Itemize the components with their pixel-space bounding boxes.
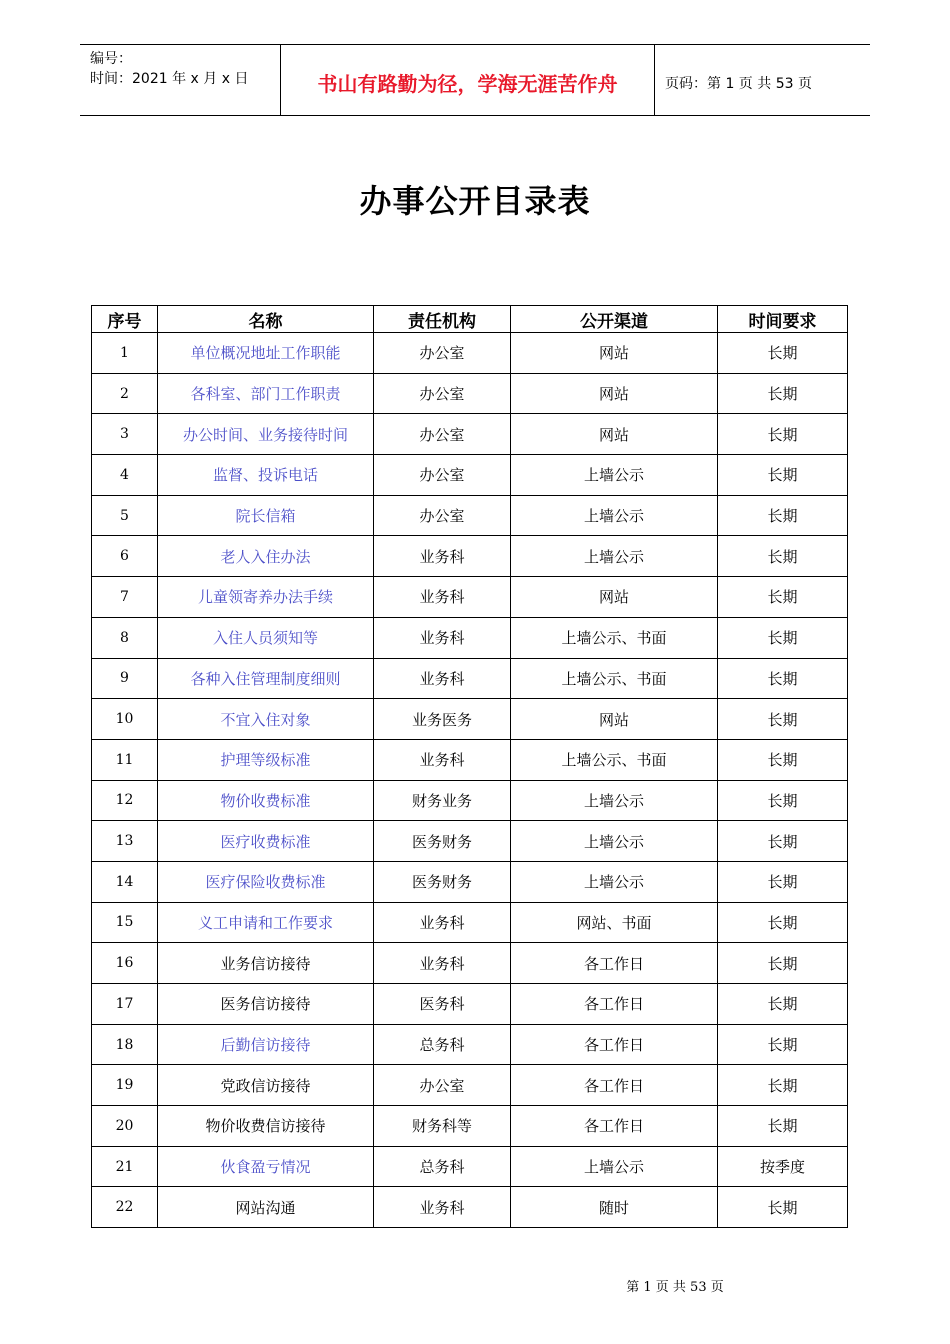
row-channel-cell: 各工作日 xyxy=(511,943,718,984)
row-name-link[interactable]: 医疗收费标准 xyxy=(158,821,374,862)
row-time-cell: 长期 xyxy=(718,739,848,780)
row-name-cell: 业务信访接待 xyxy=(158,943,374,984)
row-channel-cell: 上墙公示 xyxy=(511,861,718,902)
row-time-cell: 长期 xyxy=(718,780,848,821)
row-channel-cell: 各工作日 xyxy=(511,1024,718,1065)
table-header-row xyxy=(92,306,848,333)
row-org-cell: 办公室 xyxy=(374,373,511,414)
row-org-cell: 业务科 xyxy=(374,739,511,780)
row-number-cell: 19 xyxy=(92,1065,158,1106)
row-channel-cell: 网站 xyxy=(511,699,718,740)
page-header xyxy=(80,44,870,116)
row-number-cell: 9 xyxy=(92,658,158,699)
row-time-cell: 长期 xyxy=(718,902,848,943)
row-name-cell: 物价收费信访接待 xyxy=(158,1106,374,1147)
row-name-link[interactable]: 各种入住管理制度细则 xyxy=(158,658,374,699)
row-number-cell: 2 xyxy=(92,373,158,414)
row-name-link[interactable]: 院长信箱 xyxy=(158,495,374,536)
row-channel-cell: 上墙公示 xyxy=(511,495,718,536)
row-org-cell: 业务医务 xyxy=(374,699,511,740)
row-number-cell: 7 xyxy=(92,577,158,618)
row-channel-cell: 网站、书面 xyxy=(511,902,718,943)
row-name-link[interactable]: 办公时间、业务接待时间 xyxy=(158,414,374,455)
row-time-cell: 长期 xyxy=(718,617,848,658)
table-row xyxy=(92,1187,848,1228)
row-name-link[interactable]: 伙食盈亏情况 xyxy=(158,1146,374,1187)
row-org-cell: 医务财务 xyxy=(374,821,511,862)
row-time-cell: 长期 xyxy=(718,821,848,862)
row-channel-cell: 网站 xyxy=(511,577,718,618)
row-time-cell: 长期 xyxy=(718,658,848,699)
row-number-cell: 20 xyxy=(92,1106,158,1147)
row-name-link[interactable]: 监督、投诉电话 xyxy=(158,455,374,496)
row-name-link[interactable]: 后勤信访接待 xyxy=(158,1024,374,1065)
row-number-cell: 22 xyxy=(92,1187,158,1228)
row-number-cell: 5 xyxy=(92,495,158,536)
row-time-cell: 长期 xyxy=(718,455,848,496)
table-row xyxy=(92,455,848,496)
row-org-cell: 医务科 xyxy=(374,984,511,1025)
time-label: 时间：2021 年 x 月 x 日 xyxy=(90,71,249,87)
table-row xyxy=(92,1065,848,1106)
table-row xyxy=(92,1024,848,1065)
page-footer xyxy=(0,1276,950,1295)
row-channel-cell: 各工作日 xyxy=(511,1065,718,1106)
table-row xyxy=(92,780,848,821)
row-time-cell: 长期 xyxy=(718,1106,848,1147)
table-row xyxy=(92,984,848,1025)
row-time-cell: 长期 xyxy=(718,1187,848,1228)
row-org-cell: 办公室 xyxy=(374,414,511,455)
table-row xyxy=(92,1106,848,1147)
row-channel-cell: 网站 xyxy=(511,333,718,374)
row-name-link[interactable]: 儿童领寄养办法手续 xyxy=(158,577,374,618)
row-time-cell: 长期 xyxy=(718,536,848,577)
col-header-number: 序号 xyxy=(92,306,158,333)
table-row xyxy=(92,617,848,658)
row-org-cell: 业务科 xyxy=(374,943,511,984)
row-channel-cell: 上墙公示 xyxy=(511,1146,718,1187)
row-org-cell: 办公室 xyxy=(374,495,511,536)
row-channel-cell: 各工作日 xyxy=(511,1106,718,1147)
row-channel-cell: 上墙公示 xyxy=(511,821,718,862)
header-info-cell xyxy=(80,45,281,115)
row-name-link[interactable]: 单位概况地址工作职能 xyxy=(158,333,374,374)
row-channel-cell: 上墙公示、书面 xyxy=(511,739,718,780)
row-org-cell: 医务财务 xyxy=(374,861,511,902)
row-name-link[interactable]: 物价收费标准 xyxy=(158,780,374,821)
table-row xyxy=(92,658,848,699)
serial-number-label: 编号： xyxy=(90,51,132,67)
row-org-cell: 财务科等 xyxy=(374,1106,511,1147)
table-row xyxy=(92,943,848,984)
col-header-time: 时间要求 xyxy=(718,306,848,333)
table-row xyxy=(92,902,848,943)
row-time-cell: 长期 xyxy=(718,577,848,618)
row-channel-cell: 上墙公示 xyxy=(511,780,718,821)
row-number-cell: 16 xyxy=(92,943,158,984)
row-org-cell: 办公室 xyxy=(374,333,511,374)
row-number-cell: 11 xyxy=(92,739,158,780)
row-name-link[interactable]: 医疗保险收费标准 xyxy=(158,861,374,902)
table-row xyxy=(92,577,848,618)
row-org-cell: 业务科 xyxy=(374,1187,511,1228)
table-row xyxy=(92,414,848,455)
row-number-cell: 14 xyxy=(92,861,158,902)
row-number-cell: 13 xyxy=(92,821,158,862)
table-row xyxy=(92,739,848,780)
table-row xyxy=(92,536,848,577)
row-channel-cell: 上墙公示、书面 xyxy=(511,617,718,658)
table-row xyxy=(92,1146,848,1187)
row-name-link[interactable]: 老人入住办法 xyxy=(158,536,374,577)
row-name-link[interactable]: 义工申请和工作要求 xyxy=(158,902,374,943)
row-time-cell: 按季度 xyxy=(718,1146,848,1187)
col-header-name: 名称 xyxy=(158,306,374,333)
row-time-cell: 长期 xyxy=(718,414,848,455)
row-channel-cell: 网站 xyxy=(511,373,718,414)
table-body xyxy=(92,333,848,1228)
row-org-cell: 办公室 xyxy=(374,455,511,496)
row-channel-cell: 各工作日 xyxy=(511,984,718,1025)
header-motto: 书山有路勤为径，学海无涯苦作舟 xyxy=(281,45,655,115)
row-time-cell: 长期 xyxy=(718,1065,848,1106)
row-org-cell: 业务科 xyxy=(374,902,511,943)
table-row xyxy=(92,821,848,862)
row-org-cell: 业务科 xyxy=(374,617,511,658)
row-number-cell: 4 xyxy=(92,455,158,496)
col-header-org: 责任机构 xyxy=(374,306,511,333)
row-time-cell: 长期 xyxy=(718,1024,848,1065)
row-number-cell: 18 xyxy=(92,1024,158,1065)
row-name-cell: 医务信访接待 xyxy=(158,984,374,1025)
row-name-link[interactable]: 各科室、部门工作职责 xyxy=(158,373,374,414)
row-time-cell: 长期 xyxy=(718,861,848,902)
row-channel-cell: 上墙公示、书面 xyxy=(511,658,718,699)
table-row xyxy=(92,333,848,374)
directory-table xyxy=(91,305,848,1228)
row-number-cell: 21 xyxy=(92,1146,158,1187)
row-org-cell: 财务业务 xyxy=(374,780,511,821)
row-channel-cell: 随时 xyxy=(511,1187,718,1228)
row-number-cell: 10 xyxy=(92,699,158,740)
row-time-cell: 长期 xyxy=(718,495,848,536)
row-name-link[interactable]: 不宜入住对象 xyxy=(158,699,374,740)
row-name-cell: 网站沟通 xyxy=(158,1187,374,1228)
row-number-cell: 6 xyxy=(92,536,158,577)
row-number-cell: 8 xyxy=(92,617,158,658)
header-page-code: 页码：第 1 页 共 53 页 xyxy=(665,76,812,92)
row-time-cell: 长期 xyxy=(718,373,848,414)
row-org-cell: 业务科 xyxy=(374,658,511,699)
row-name-link[interactable]: 护理等级标准 xyxy=(158,739,374,780)
row-org-cell: 业务科 xyxy=(374,577,511,618)
row-name-cell: 党政信访接待 xyxy=(158,1065,374,1106)
row-channel-cell: 上墙公示 xyxy=(511,455,718,496)
row-number-cell: 12 xyxy=(92,780,158,821)
row-time-cell: 长期 xyxy=(718,943,848,984)
table-row xyxy=(92,699,848,740)
row-channel-cell: 网站 xyxy=(511,414,718,455)
row-org-cell: 总务科 xyxy=(374,1024,511,1065)
row-number-cell: 3 xyxy=(92,414,158,455)
row-name-link[interactable]: 入住人员须知等 xyxy=(158,617,374,658)
row-org-cell: 办公室 xyxy=(374,1065,511,1106)
table-row xyxy=(92,861,848,902)
row-org-cell: 业务科 xyxy=(374,536,511,577)
table-row xyxy=(92,373,848,414)
row-time-cell: 长期 xyxy=(718,984,848,1025)
row-time-cell: 长期 xyxy=(718,333,848,374)
col-header-channel: 公开渠道 xyxy=(511,306,718,333)
row-number-cell: 17 xyxy=(92,984,158,1025)
row-org-cell: 总务科 xyxy=(374,1146,511,1187)
row-channel-cell: 上墙公示 xyxy=(511,536,718,577)
table-row xyxy=(92,495,848,536)
footer-page-number: 第 1 页 共 53 页 xyxy=(626,1280,724,1295)
row-time-cell: 长期 xyxy=(718,699,848,740)
document-title: 办事公开目录表 xyxy=(359,182,591,220)
row-number-cell: 1 xyxy=(92,333,158,374)
row-number-cell: 15 xyxy=(92,902,158,943)
